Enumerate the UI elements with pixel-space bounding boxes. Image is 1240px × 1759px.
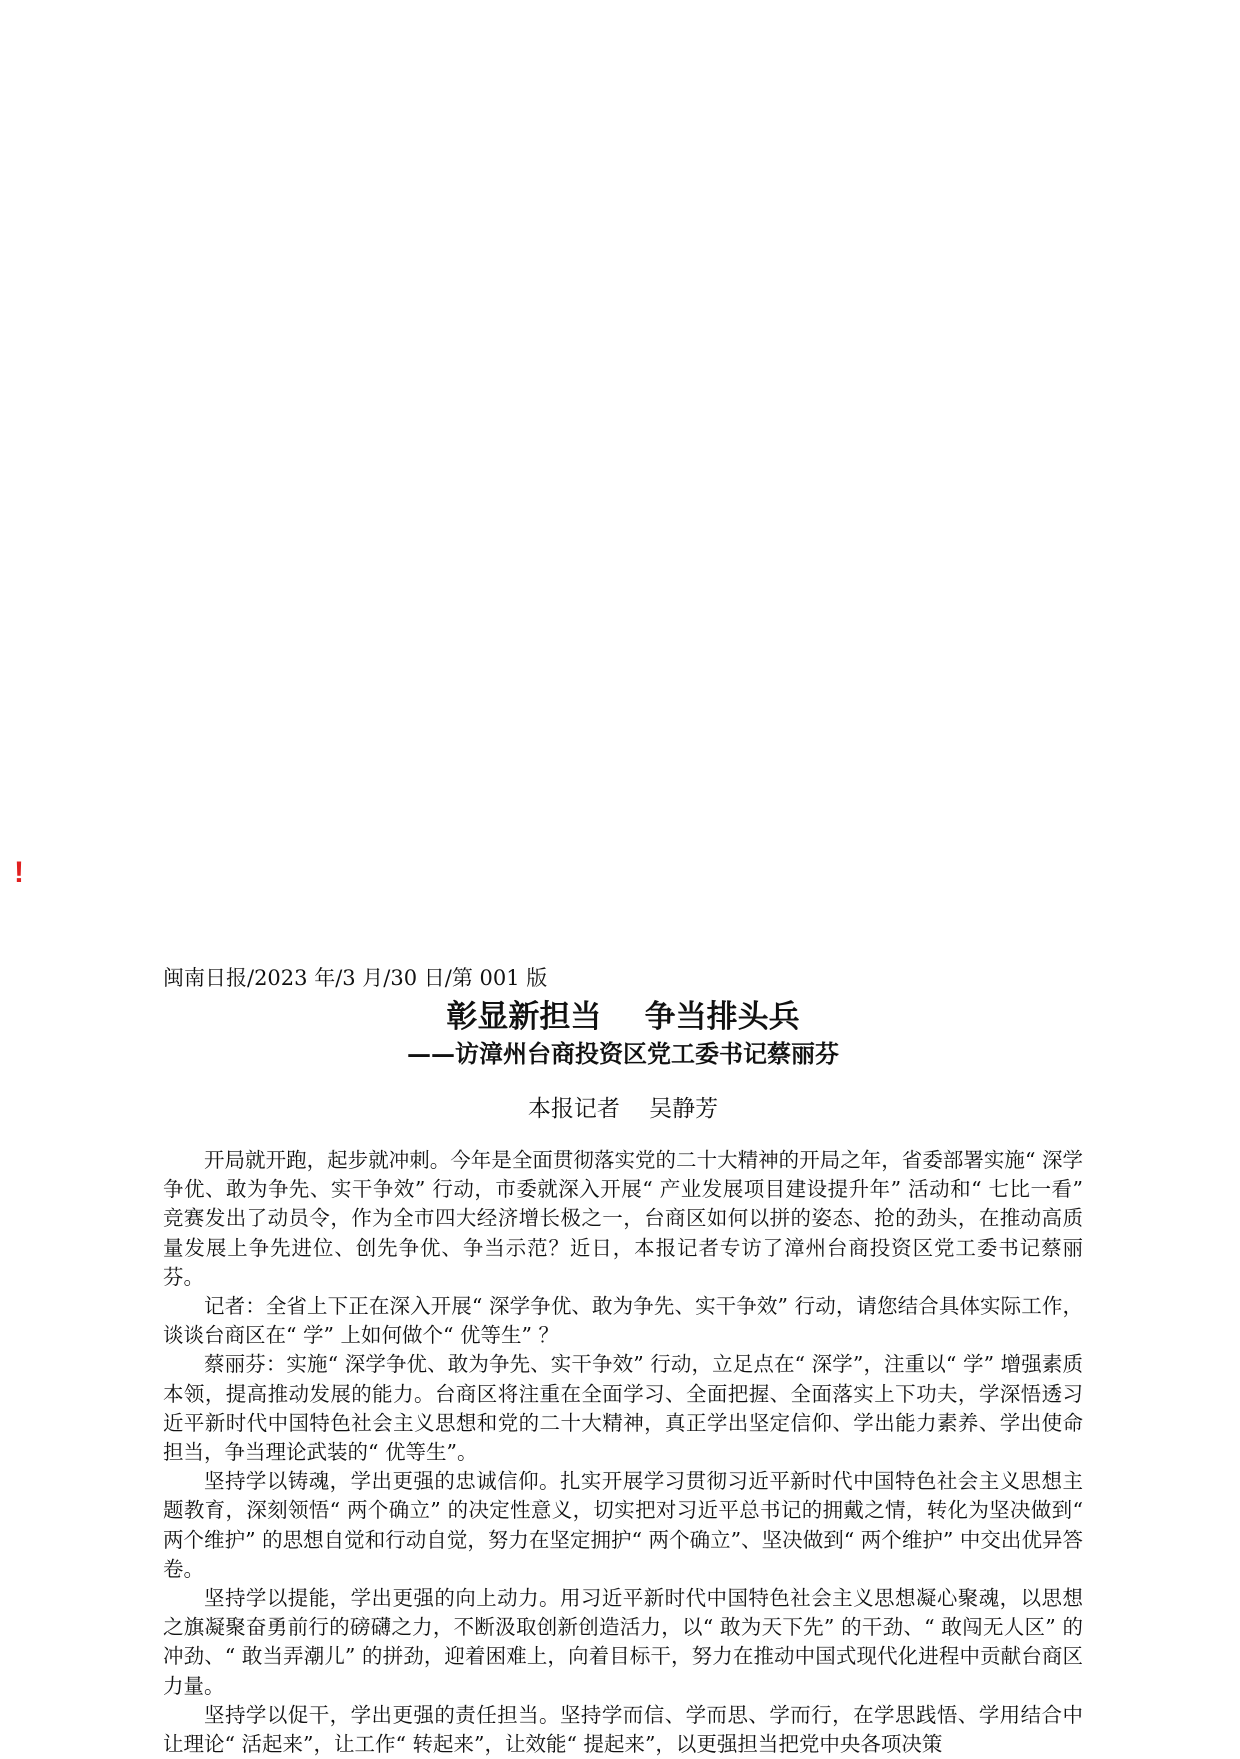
article: [163, 962, 1083, 1759]
article-paragraph: 坚持学以铸魂，学出更强的忠诚信仰。扎实开展学习贯彻习近平新时代中国特色社会主义思想主题教育，深刻领悟“ 两个确立” 的决定性意义，切实把对习近平总书记的拥戴之情，转化为坚决做到“ 两个维护” 的思想自觉和行动自觉，努力在坚定拥护“ 两个确立”、坚决做到“ 两个维护” 中交出优异答卷。: [163, 1469, 1083, 1581]
warning-exclamation-mark: !: [14, 856, 24, 889]
article-paragraph: 坚持学以促干，学出更强的责任担当。坚持学而信、学而思、学而行，在学思践悟、学用结合中让理论“ 活起来”，让工作“ 转起来”，让效能“ 提起来”，以更强担当把党中央各项决策: [163, 1702, 1083, 1757]
article-subtitle: ——访漳州台商投资区党工委书记蔡丽芬: [407, 1039, 839, 1068]
article-source: 闽南日报/2023 年/3 月/30 日/第 001 版: [163, 966, 548, 990]
article-paragraph: 记者：全省上下正在深入开展“ 深学争优、敢为争先、实干争效” 行动，请您结合具体实际工作，谈谈台商区在“ 学” 上如何做个“ 优等生” ？: [163, 1294, 1083, 1348]
article-paragraph: 坚持学以提能，学出更强的向上动力。用习近平新时代中国特色社会主义思想凝心聚魂，以思想之旗凝聚奋勇前行的磅礴之力，不断汲取创新创造活力，以“ 敢为天下先” 的干劲、“ 敢闯无人区” 的冲劲、“ 敢当弄潮儿” 的拼劲，迎着困难上，向着目标干，努力在推动中国式现代化进程中贡献台商区力量。: [163, 1586, 1083, 1698]
article-title: 彰显新担当 争当排头兵: [446, 999, 800, 1035]
article-body: [163, 1146, 1083, 1759]
article-paragraph: 蔡丽芬：实施“ 深学争优、敢为争先、实干争效” 行动，立足点在“ 深学”，注重以“ 学” 增强素质本领，提高推动发展的能力。台商区将注重在全面学习、全面把握、全面落实上下功夫，学深悟透习近平新时代中国特色社会主义思想和党的二十大精神，真正学出坚定信仰、学出能力素养、学出使命担当，争当理论武装的“ 优等生”。: [163, 1352, 1083, 1465]
article-paragraph: 开局就开跑，起步就冲刺。今年是全面贯彻落实党的二十大精神的开局之年，省委部署实施“ 深学争优、敢为争先、实干争效” 行动，市委就深入开展“ 产业发展项目建设提升年” 活动和“ 七比一看” 竞赛发出了动员令，作为全市四大经济增长极之一，台商区如何以拼的姿态、抢的劲头，在推动高质量发展上争先进位、创先争优、争当示范？近日，本报记者专访了漳州台商投资区党工委书记蔡丽芬。: [163, 1148, 1083, 1289]
article-byline: 本报记者 吴静芳: [527, 1096, 719, 1122]
